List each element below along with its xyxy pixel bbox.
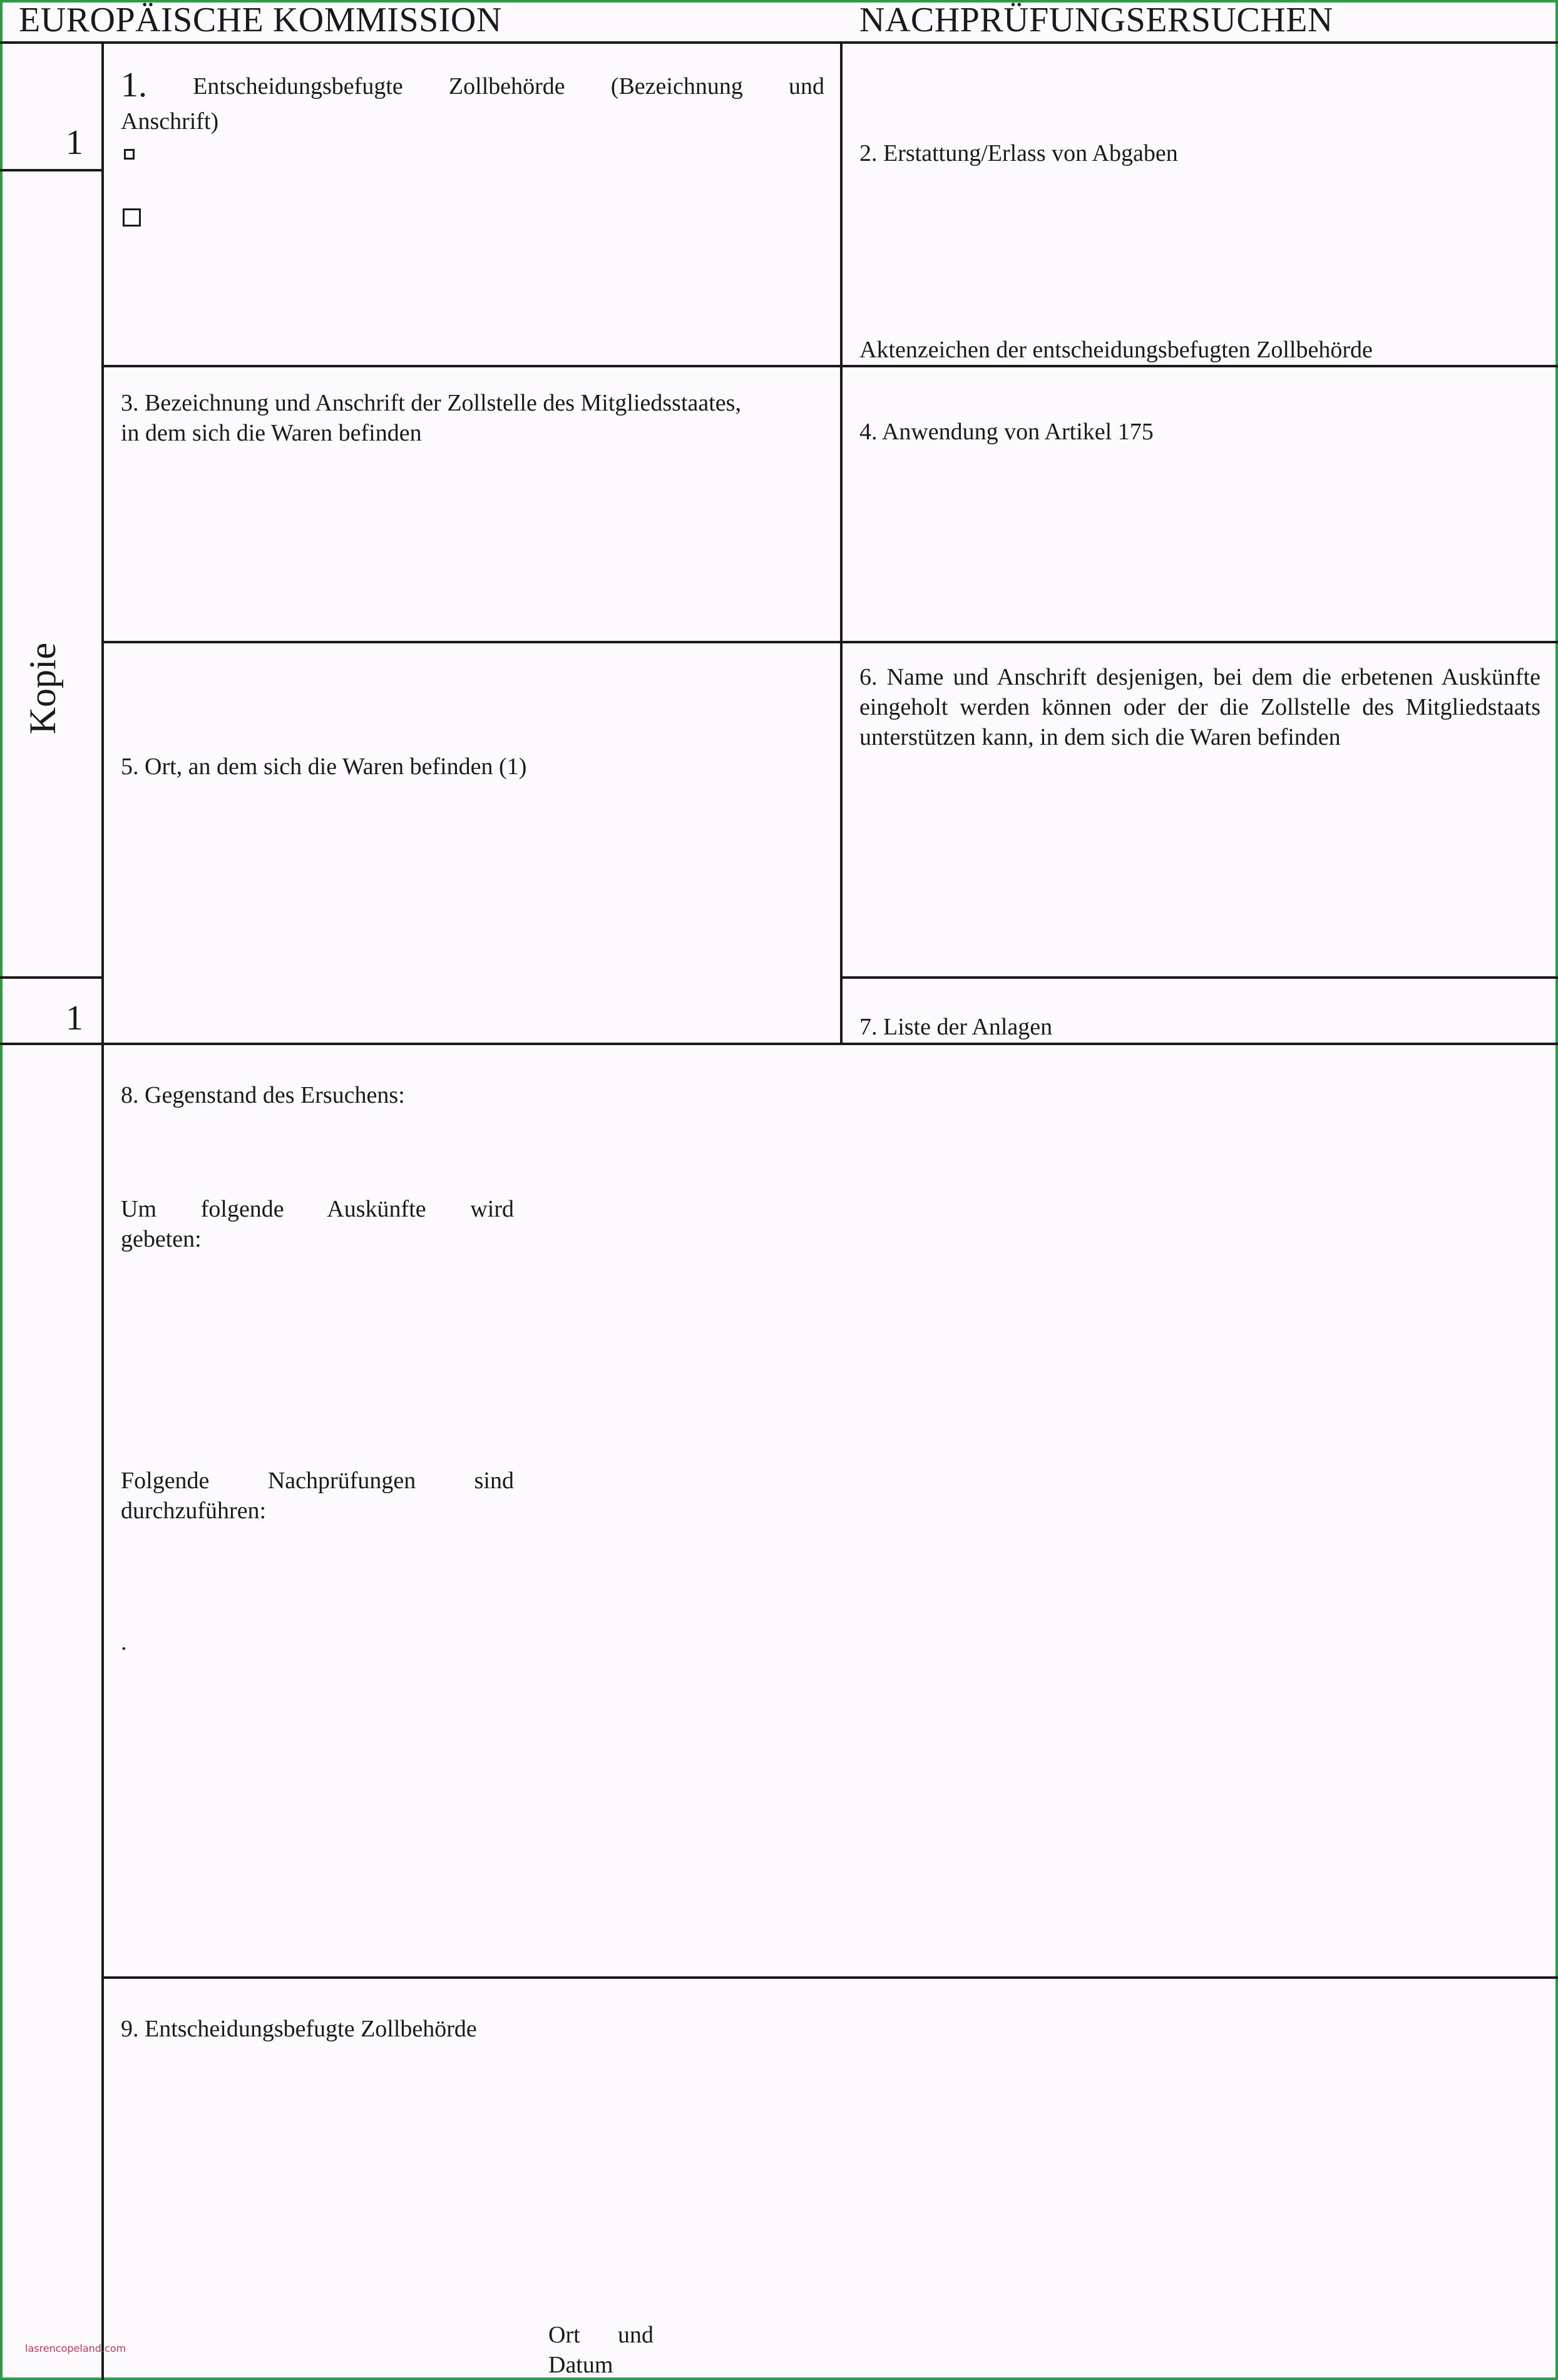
field9-place-line1: Ort und (548, 2322, 653, 2348)
field8-info-line2: gebeten: (121, 1226, 202, 1252)
header-divider (0, 41, 1558, 44)
row3-divider (0, 1043, 1558, 1045)
field1-checkbox[interactable] (123, 208, 141, 227)
copy-number-bottom: 1 (66, 999, 83, 1038)
field1-number: 1. (121, 66, 147, 105)
header-left-title: EUROPÄISCHE KOMMISSION (19, 1, 502, 39)
field7-divider (840, 976, 1558, 979)
row1-divider (101, 365, 1558, 367)
field9-label: 9. Entscheidungsbefugte Zollbehörde (121, 2016, 477, 2042)
row2-divider (101, 641, 1558, 643)
copy-number-top: 1 (66, 123, 83, 162)
field8-dot: . (121, 1629, 127, 1655)
field1-label-cont: Anschrift) (121, 108, 219, 135)
column-divider (840, 41, 843, 1045)
field1-label (121, 66, 824, 105)
header-right-title: NACHPRÜFUNGSERSUCHEN (859, 1, 1333, 39)
field8-info-line1: Um folgende Auskünfte wird (121, 1196, 514, 1222)
sidebar-divider (101, 41, 104, 2380)
field4-label: 4. Anwendung von Artikel 175 (859, 419, 1154, 445)
field3-label-line2: in dem sich die Waren befinden (121, 420, 422, 446)
field8-checks-line1: Folgende Nachprüfungen sind (121, 1468, 514, 1494)
field2-reference: Aktenzeichen der entscheidungsbefugten Zollbehörde (859, 337, 1373, 363)
field5-label: 5. Ort, an dem sich die Waren befinden (1) (121, 753, 527, 780)
sidebar-bottom-box-divider (0, 976, 103, 979)
field9-place-line2: Datum (548, 2352, 613, 2378)
field2-label: 2. Erstattung/Erlass von Abgaben (859, 140, 1178, 166)
row4-divider (101, 1976, 1558, 1979)
field1-checkbox-small[interactable] (124, 149, 135, 160)
field7-label: 7. Liste der Anlagen (859, 1014, 1053, 1040)
field3-label-line1: 3. Bezeichnung und Anschrift der Zollstelle des Mitgliedsstaates, (121, 390, 741, 416)
watermark: lasrencopeland.com (25, 2342, 126, 2354)
field1-label-text: Entscheidungsbefugte Zollbehörde (Bezeichnung und (193, 73, 824, 100)
field8-label: 8. Gegenstand des Ersuchens: (121, 1082, 405, 1108)
sidebar-top-box-divider (0, 169, 103, 171)
copy-label: Kopie (22, 642, 63, 735)
field6-label: 6. Name und Anschrift desjenigen, bei dem die erbetenen Auskünfte eingeholt werden können oder der die Zollstelle des Mitgliedstaats unterstützen kann, in dem sich die Waren befinden (859, 664, 1540, 750)
field8-checks-line2: durchzuführen: (121, 1498, 267, 1524)
